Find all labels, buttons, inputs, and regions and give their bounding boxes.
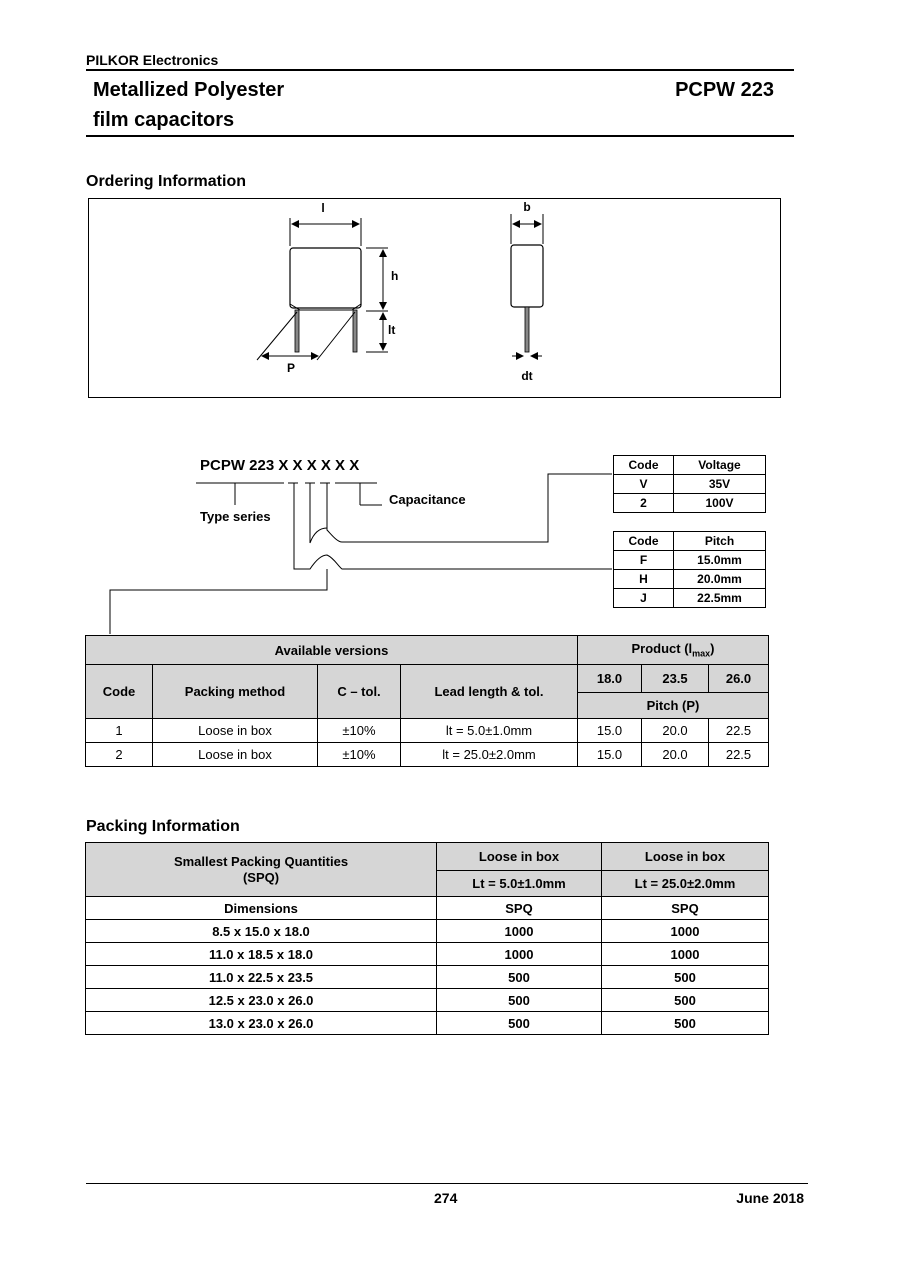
col-loose-1-sub: Lt = 5.0±1.0mm xyxy=(437,871,602,897)
dim-label-b: b xyxy=(523,200,531,214)
voltage-connector xyxy=(327,474,612,542)
col-packing-header: Packing method xyxy=(153,665,318,719)
table-row xyxy=(86,719,769,743)
voltage-header-code: Code xyxy=(614,456,674,475)
spq-title-line-1: Smallest Packing Quantities xyxy=(173,853,349,869)
col-loose-2-sub: Lt = 25.0±2.0mm xyxy=(602,871,769,897)
voltage-code: 2 xyxy=(614,494,674,513)
row-ctol: ±10% xyxy=(318,719,401,743)
spq-header: SPQ xyxy=(602,897,769,920)
col-loose-1: Loose in box xyxy=(437,843,602,871)
pitch-value: 22.5mm xyxy=(674,589,766,608)
row-packing: Loose in box xyxy=(153,719,318,743)
col-code-header: Code xyxy=(86,665,153,719)
dim-label-h: h xyxy=(391,269,399,283)
available-versions-header: Available versions xyxy=(86,636,578,665)
voltage-table xyxy=(613,455,766,513)
ordering-heading: Ordering Information xyxy=(86,173,246,190)
lead-left xyxy=(295,310,299,352)
pitch-code: F xyxy=(614,551,674,570)
pack-dim: 13.0 x 23.0 x 26.0 xyxy=(86,1012,437,1035)
pack-dim: 8.5 x 15.0 x 18.0 xyxy=(86,920,437,943)
row-pitch-2: 20.0 xyxy=(642,719,709,743)
size-header: 26.0 xyxy=(709,665,769,693)
table-row xyxy=(86,989,769,1012)
pack-spq-a: 1000 xyxy=(437,943,602,966)
row-ctol: ±10% xyxy=(318,743,401,767)
type-series-label: Type series xyxy=(200,509,271,524)
row-packing: Loose in box xyxy=(153,743,318,767)
title-line-2: film capacitors xyxy=(93,109,235,131)
size-header: 23.5 xyxy=(642,665,709,693)
pack-spq-b: 1000 xyxy=(602,943,769,966)
pack-spq-b: 500 xyxy=(602,989,769,1012)
row-pitch-1: 15.0 xyxy=(578,743,642,767)
product-sub: max xyxy=(692,648,711,659)
product-close: ) xyxy=(710,641,715,657)
pack-spq-a: 1000 xyxy=(437,920,602,943)
row-pitch-1: 15.0 xyxy=(578,719,642,743)
pack-dim: 11.0 x 18.5 x 18.0 xyxy=(86,943,437,966)
pitch-p-header: Pitch (P) xyxy=(578,693,769,719)
pitch-value: 15.0mm xyxy=(674,551,766,570)
col-loose-2: Loose in box xyxy=(602,843,769,871)
voltage-code: V xyxy=(614,475,674,494)
pitch-table xyxy=(613,531,766,608)
capacitor-front-view xyxy=(257,201,398,375)
spq-header: SPQ xyxy=(437,897,602,920)
publication-date: June 2018 xyxy=(736,1190,804,1206)
table-row xyxy=(86,743,769,767)
versions-table xyxy=(85,635,769,767)
row-pitch-3: 22.5 xyxy=(709,719,769,743)
lead-right xyxy=(353,310,357,352)
pack-spq-b: 500 xyxy=(602,1012,769,1035)
pitch-code: J xyxy=(614,589,674,608)
part-number: PCPW 223 xyxy=(675,79,774,101)
pack-dim: 12.5 x 23.0 x 26.0 xyxy=(86,989,437,1012)
page-number: 274 xyxy=(434,1190,458,1206)
version-connector xyxy=(110,569,327,634)
pack-spq-a: 500 xyxy=(437,989,602,1012)
pitch-code: H xyxy=(614,570,674,589)
row-pitch-2: 20.0 xyxy=(642,743,709,767)
packing-table xyxy=(85,842,769,1035)
pack-dim: 11.0 x 22.5 x 23.5 xyxy=(86,966,437,989)
lead-side xyxy=(525,307,529,352)
product-header xyxy=(578,636,769,665)
table-row xyxy=(86,920,769,943)
dim-label-lt: lt xyxy=(388,323,396,337)
dim-label-dt: dt xyxy=(521,369,533,383)
code-string: PCPW 223 X X X X X X xyxy=(200,457,360,474)
capacitor-side-body xyxy=(511,245,543,307)
footer-rule xyxy=(86,1183,808,1184)
size-header: 18.0 xyxy=(578,665,642,693)
capacitor-side-view xyxy=(511,200,543,383)
voltage-header-voltage: Voltage xyxy=(674,456,766,475)
table-row xyxy=(86,966,769,989)
product-label: Product (l xyxy=(631,641,693,657)
table-row xyxy=(86,1012,769,1035)
voltage-value: 100V xyxy=(674,494,766,513)
pack-spq-a: 500 xyxy=(437,966,602,989)
voltage-value: 35V xyxy=(674,475,766,494)
company-name: PILKOR Electronics xyxy=(86,52,219,68)
dimensions-header: Dimensions xyxy=(86,897,437,920)
packing-heading: Packing Information xyxy=(86,818,240,835)
pack-spq-b: 1000 xyxy=(602,920,769,943)
table-row xyxy=(86,943,769,966)
spq-title xyxy=(86,843,437,897)
capacitor-body xyxy=(290,248,361,308)
row-pitch-3: 22.5 xyxy=(709,743,769,767)
col-lead-header: Lead length & tol. xyxy=(401,665,578,719)
pack-spq-b: 500 xyxy=(602,966,769,989)
capacitance-label: Capacitance xyxy=(389,492,466,507)
row-code: 1 xyxy=(86,719,153,743)
pitch-value: 20.0mm xyxy=(674,570,766,589)
pitch-header-code: Code xyxy=(614,532,674,551)
row-code: 2 xyxy=(86,743,153,767)
dim-label-l: l xyxy=(321,201,325,215)
col-ctol-header: C – tol. xyxy=(318,665,401,719)
pack-spq-a: 500 xyxy=(437,1012,602,1035)
row-lead: lt = 5.0±1.0mm xyxy=(401,719,578,743)
dim-label-p: P xyxy=(286,361,296,375)
row-lead: lt = 25.0±2.0mm xyxy=(401,743,578,767)
spq-title-line-2: (SPQ) xyxy=(242,869,280,885)
code-breakdown xyxy=(110,457,612,634)
pitch-header-pitch: Pitch xyxy=(674,532,766,551)
title-line-1: Metallized Polyester xyxy=(93,79,285,101)
